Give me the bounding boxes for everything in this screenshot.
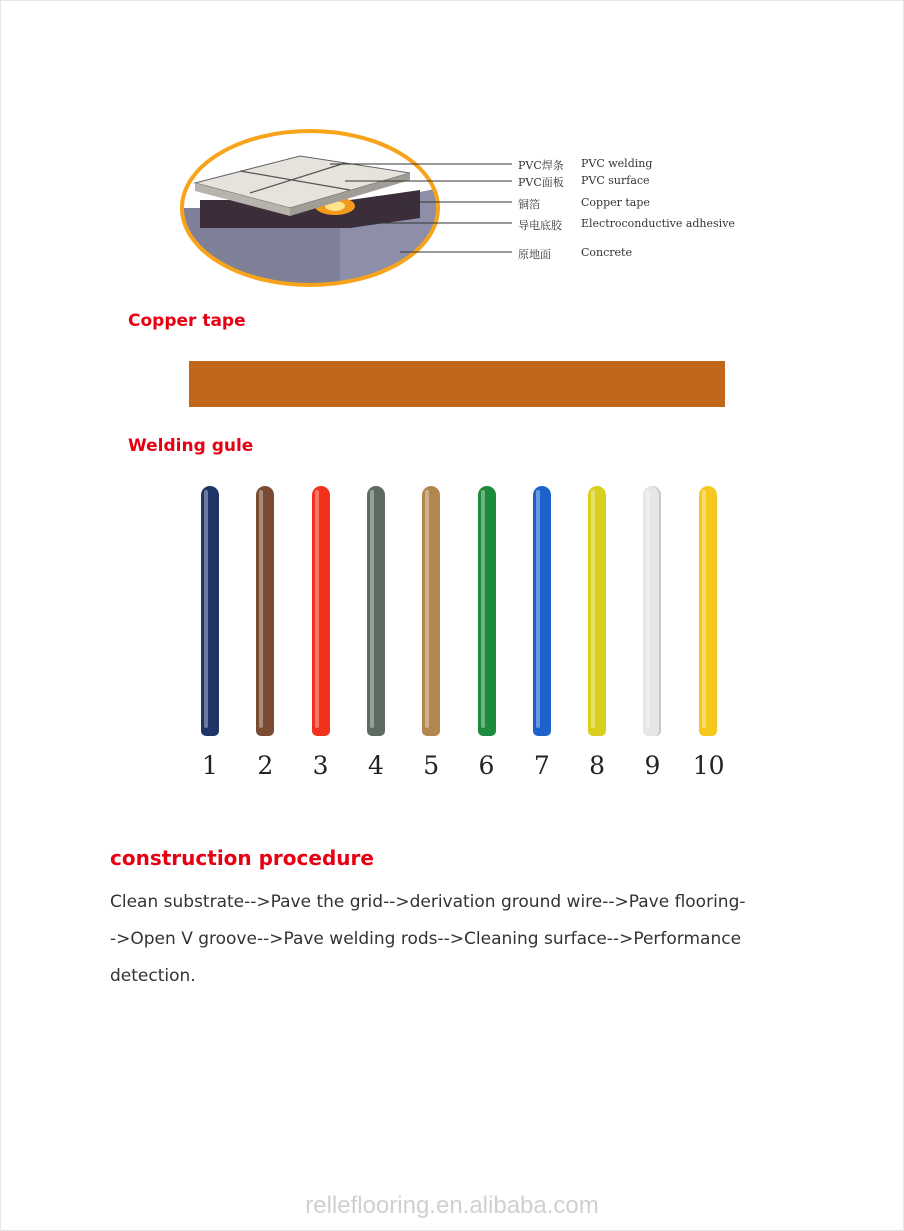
welding-rod-3 [312,486,330,736]
welding-rod-number: 10 [692,751,725,780]
welding-rod-2 [256,486,274,736]
legend-cn: PVC焊条 [518,159,564,172]
welding-rod-1 [201,486,219,736]
welding-rod-number: 5 [423,751,440,780]
legend-cn: PVC面板 [518,176,564,189]
watermark: relleflooring.en.alibaba.com [305,1192,599,1219]
welding-rod-number: 8 [589,751,606,780]
welding-rod-10 [699,486,717,736]
legend-cn: 原地面 [518,248,551,261]
construction-procedure-text: Clean substrate-->Pave the grid-->derivation ground wire-->Pave flooring-->Open V groove-->Pave welding rods-->Cleaning surface-->Performance detection. [110,892,746,986]
welding-rod-number: 7 [533,751,550,780]
legend-en: Electroconductive adhesive [581,217,735,230]
legend-cn: 铜箔 [518,198,540,211]
welding-rod-8 [588,486,606,736]
welding-rod-6 [478,486,496,736]
legend-cn: 导电底胶 [518,219,562,232]
welding-rod-5 [422,486,440,736]
copper-tape-heading: Copper tape [128,311,246,331]
welding-rod-number: 3 [312,751,329,780]
legend-en: PVC surface [581,174,650,187]
legend-en: PVC welding [581,157,653,170]
welding-glue-heading: Welding gule [128,436,254,456]
welding-rod-number: 9 [644,751,661,780]
welding-rod-7 [533,486,551,736]
copper-tape-swatch [189,361,725,407]
legend-en: Concrete [581,246,632,259]
welding-rod-9 [643,486,661,736]
layer-illustration [180,128,740,293]
legend-en: Copper tape [581,196,650,209]
welding-rod-number: 4 [367,751,384,780]
construction-procedure-heading: construction procedure [110,846,374,870]
flooring-layer-diagram [180,128,740,293]
welding-rod-swatches [190,478,730,788]
welding-rod-number: 1 [202,751,218,780]
welding-rod-number: 2 [257,751,274,780]
welding-rod-number: 6 [478,751,495,780]
welding-rod-4 [367,486,385,736]
